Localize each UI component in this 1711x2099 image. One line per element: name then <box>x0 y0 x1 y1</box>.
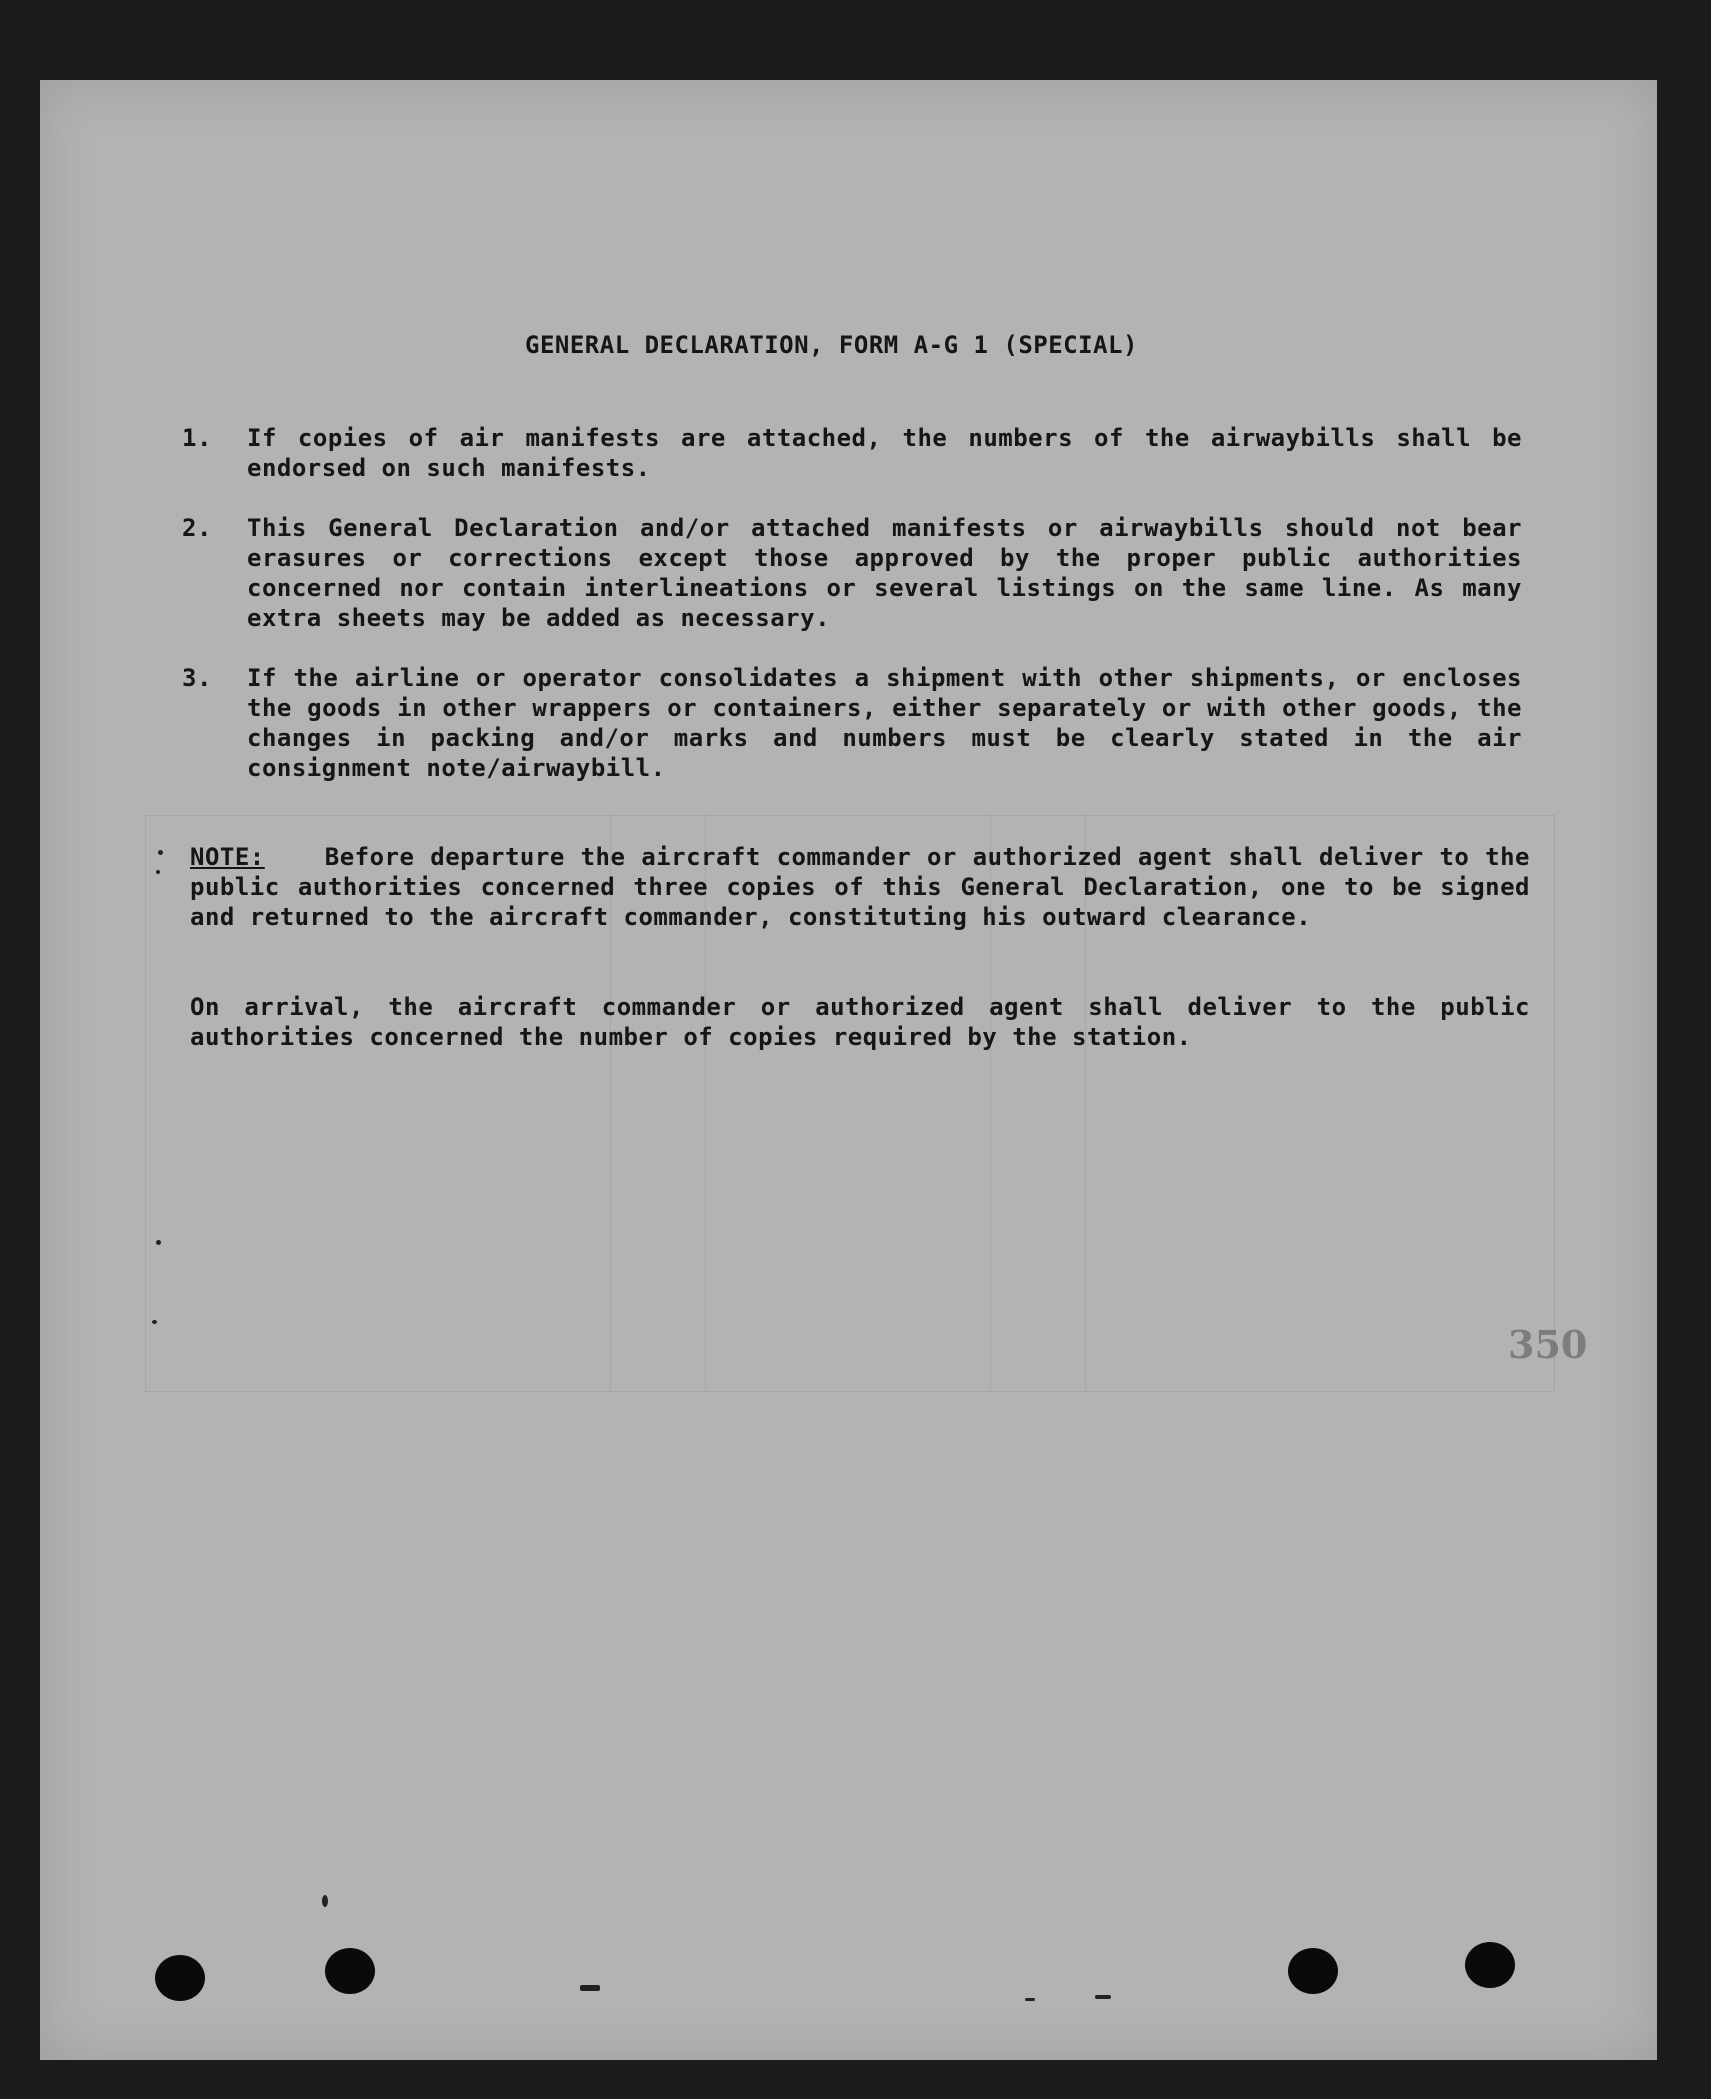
instruction-item-2 <box>182 513 1522 633</box>
ink-speck <box>322 1895 328 1907</box>
ink-speck <box>1025 1998 1035 2001</box>
ink-speck <box>152 1320 157 1324</box>
punch-hole <box>155 1955 205 2001</box>
punch-hole <box>325 1948 375 1994</box>
item-number: 2. <box>182 514 212 542</box>
note-text: Before departure the aircraft commander or authorized agent shall deliver to the public authorities concerned three copies of this General Declaration, one to be signed and returned to the aircraft commander, constituting his outward clearance. <box>190 843 1530 931</box>
item-text: If the airline or operator consolidates a shipment with other shipments, or encloses the goods in other wrappers or containers, either separately or with other goods, the changes in packing and/or marks and numbers must be clearly stated in the air consignment note/airwaybill. <box>247 664 1522 782</box>
ink-speck <box>156 1240 161 1245</box>
item-text: This General Declaration and/or attached manifests or airwaybills should not bear erasures or corrections except those approved by the proper public authorities concerned nor contain interlineations or several listings on the same line. As many extra sheets may be added as necessary. <box>247 514 1522 632</box>
note-paragraph <box>190 842 1530 932</box>
ink-speck <box>158 850 163 855</box>
page-number: 350 <box>1508 1322 1588 1367</box>
instruction-item-1 <box>182 423 1522 483</box>
item-number: 1. <box>182 424 212 452</box>
arrival-paragraph: On arrival, the aircraft commander or authorized agent shall deliver to the public authorities concerned the number of copies required by the station. <box>190 993 1530 1051</box>
punch-hole <box>1465 1942 1515 1988</box>
document-title: GENERAL DECLARATION, FORM A-G 1 (SPECIAL) <box>525 331 1138 359</box>
ink-speck <box>1095 1995 1111 1999</box>
ink-speck <box>580 1985 600 1991</box>
item-number: 3. <box>182 664 212 692</box>
instruction-item-3 <box>182 663 1522 783</box>
punch-hole <box>1288 1948 1338 1994</box>
note-label: NOTE: <box>190 843 265 871</box>
item-text: If copies of air manifests are attached, the numbers of the airwaybills shall be endorsed on such manifests. <box>247 424 1522 482</box>
ink-speck <box>156 870 160 874</box>
